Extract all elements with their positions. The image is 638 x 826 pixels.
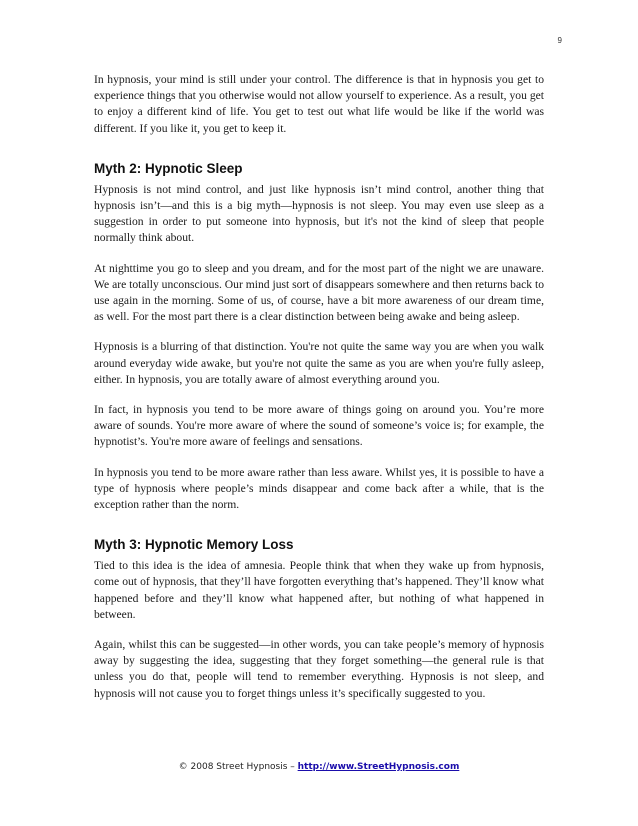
myth-3-heading: Myth 3: Hypnotic Memory Loss [94, 537, 294, 553]
footer-copyright: © 2008 Street Hypnosis – [178, 762, 298, 772]
myth-2-paragraph-1: Hypnosis is not mind control, and just like hypnosis isn’t mind control, another thing that hypnosis isn’t—and this is a big myth—hypnosis is not sleep. You may even use sleep as a suggestion in order to put someone into hypnosis, but it's not the kind of sleep that people normally think about. [94, 182, 544, 245]
myth-3-paragraph-1: Tied to this idea is the idea of amnesia. People think that when they wake up from hypnosis, come out of hypnosis, that they’ll have forgotten everything that’s happened. They’ll know what happened before and they’ll know what happened after, but nothing of what happened in between. [94, 559, 544, 621]
page-footer [0, 762, 638, 772]
myth-2-paragraph-4: In fact, in hypnosis you tend to be more aware of things going on around you. You’re more aware of sounds. You're more aware of where the sound of someone’s voice is; for example, the hypnotist’s. You're more aware of feelings and sensations. [94, 403, 544, 449]
page-content [94, 72, 544, 716]
intro-paragraph: In hypnosis, your mind is still under your control. The difference is that in hypnosis you get to experience things that you otherwise would not allow yourself to experience. As a result, you get to enjoy a different kind of life. You get to test out what life would be like if the world was different. If you like it, you get to keep it. [94, 73, 544, 135]
footer-website-link[interactable]: http://www.StreetHypnosis.com [297, 762, 460, 772]
myth-2-paragraph-5: In hypnosis you tend to be more aware rather than less aware. Whilst yes, it is possible to have a type of hypnosis where people’s minds disappear and come back after a while, that is the exception rather than the norm. [94, 465, 544, 512]
myth-2-paragraph-3: Hypnosis is a blurring of that distinction. You're not quite the same way you are when you walk around everyday wide awake, but you're not quite the same as you are when you're fully asleep, either. In hypnosis, you are totally aware of almost everything around you. [94, 340, 544, 386]
myth-3-paragraph-2: Again, whilst this can be suggested—in other words, you can take people’s memory of hypnosis away by suggesting the idea, suggesting that they forget something—the general rule is that unless you do that, people will tend to remember everything. Hypnosis is not sleep, and hypnosis will not cause you to forget things unless it’s specifically suggested to you. [94, 638, 544, 700]
myth-2-paragraph-2: At nighttime you go to sleep and you dream, and for the most part of the night we are unaware. We are totally unconscious. Our mind just sort of disappears somewhere and then returns back to use again in the morning. Some of us, of course, have a bit more awareness of our dream time, as well. For the most part there is a clear distinction between being awake and being asleep. [94, 261, 544, 324]
page-number: 9 [557, 36, 562, 45]
myth-2-heading: Myth 2: Hypnotic Sleep [94, 160, 243, 176]
